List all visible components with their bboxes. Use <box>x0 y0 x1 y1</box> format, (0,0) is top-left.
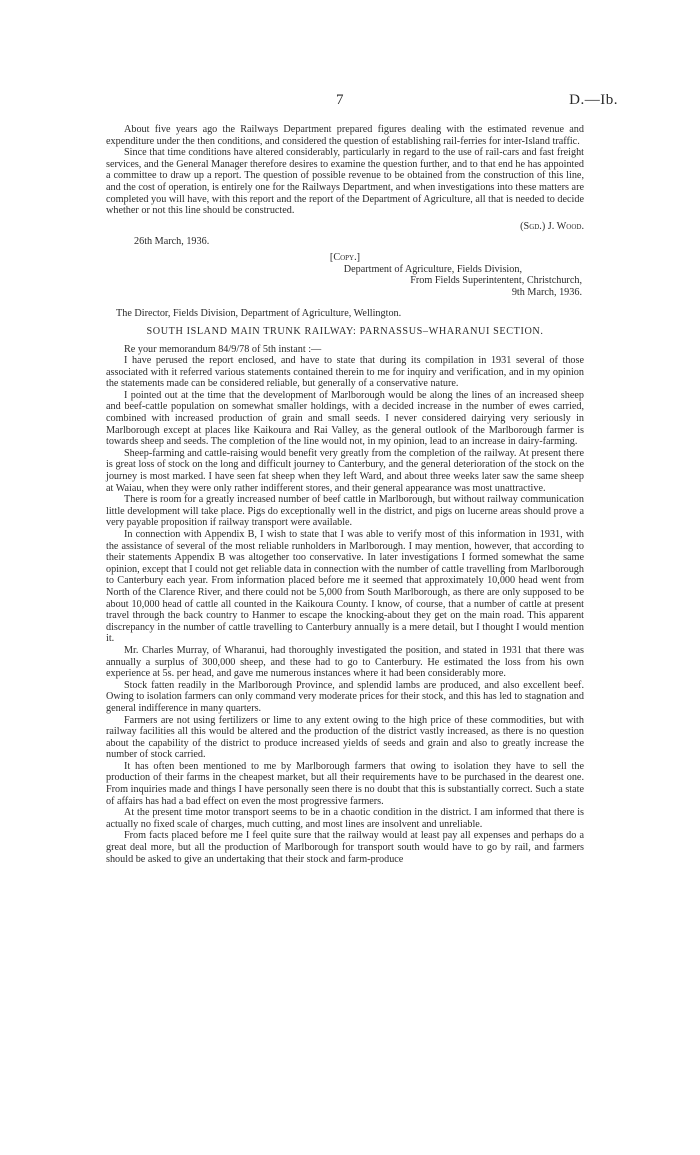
paragraph: Mr. Charles Murray, of Wharanui, had thoroughly investigated the position, and stated in 1931 that there was annually a surplus of 300,000 sheep, and these had to go to Canterbury. He estimated the loss from his own experience at 5s. per head, and gave me numerous instances where it had been considerably more. <box>106 644 584 680</box>
page-number: 7 <box>336 92 344 108</box>
letter-date: 26th March, 1936. <box>134 236 210 248</box>
paragraph: In connection with Appendix B, I wish to state that I was able to verify most of this information in 1931, with the assistance of several of the most reliable runholders in Marlborough. I may mention, however, that according to their statements Appendix B was altogether too conservative. In later investigations I formed somewhat the same opinion, except that I could not get reliable data in connection with the number of cattle travelling from Marlborough to Canterbury each year. From information placed before me it seemed that approximately 10,000 head went from North of the Clarence River, and there could not be 5,000 from South Marlborough, as there are only supposed to be about 10,000 head of cattle all counted in the Kaikoura County. I know, of course, that a number of cattle at present travel through the back country to Hanmer to escape the knocking-about they get on the main road. This apparent discrepancy in the number of cattle travelling to Canterbury annually is a mere detail, but I thought I would mention it. <box>106 529 584 645</box>
addressee: The Director, Fields Division, Department of Agriculture, Wellington. <box>116 308 402 320</box>
paragraph: Sheep-farming and cattle-raising would benefit very greatly from the completion of the railway. At present there is great loss of stock on the long and difficult journey to Canterbury, and the general deterioration of the stock on the journey is most marked. I have seen fat sheep when they left Ward, and about three weeks later saw the same sheep at Waiau, when they were only rather indifferent stores, and their general appearance was most unattractive. <box>106 447 584 494</box>
paragraph: About five years ago the Railways Department prepared figures dealing with the estimated revenue and expenditure under the then conditions, and considered the question of establishing rail-ferries for inter-Island traffic. <box>106 124 584 147</box>
signature: (Sgd.) J. Wood. <box>520 220 584 232</box>
page-header <box>0 92 700 112</box>
sender-line: From Fields Superintentent, Christchurch, <box>410 275 582 287</box>
paragraph: Stock fatten readily in the Marlborough Province, and splendid lambs are produced, and also excellent beef. Owing to isolation farmers can only command very moderate prices for their stock, and this has led to stagnation and general indifference in many quarters. <box>106 679 584 714</box>
document-body <box>106 124 584 865</box>
paragraph: I have perused the report enclosed, and have to state that during its compilation in 1931 several of those associated with it referred various statements contained therein to me for inquiry and verification, and in my opinion the statements made can be considered reliable, but generally of a conservative nature. <box>106 355 584 390</box>
sender-line: Department of Agriculture, Fields Division, <box>343 263 522 275</box>
paragraph: Since that time conditions have altered considerably, particularly in regard to the use of rail-cars and fast freight services, and the General Manager therefore desires to examine the question further, and to that end he has appointed a committee to draw up a report. The question of possible revenue to be obtained from the construction of this line, and the cost of operation, is entirely one for the Railways Department, and when investigations into these matters are completed you will have, with this report and the report of the Department of Agriculture, all that is needed to decide whether or not this line should be constructed. <box>106 147 584 217</box>
paragraph: Farmers are not using fertilizers or lime to any extent owing to the high price of these commodities, but with railway facilities all this would be altered and the production of the district vastly increased, as there is no question about the capability of the district to produce increased yields of seeds and grain and also to greatly increase the number of stock carried. <box>106 714 584 761</box>
sender-date: 9th March, 1936. <box>511 286 582 298</box>
paragraph: I pointed out at the time that the development of Marlborough would be along the lines of an increased sheep and beef-cattle population on somewhat smaller holdings, with a decided increase in the number of ewes carried, combined with increased production of grain and small seeds. I never considered dairying very seriously in Marlborough except at places like Kaikoura and Rai Valley, as the general outlook of the Marlborough farmer is towards sheep and seeds. The completion of the line would not, in my opinion, lead to an increase in dairy-farming. <box>106 389 584 448</box>
paragraph: There is room for a greatly increased number of beef cattle in Marlborough, but without railway communication little development will take place. Pigs do exceptionally well in the district, and pigs on lucerne areas should prove a very payable proposition if railway transport were available. <box>106 494 584 529</box>
document-reference: D.—Ib. <box>569 92 618 108</box>
copy-label: [Copy.] <box>329 251 361 263</box>
reference-line: Re your memorandum 84/9/78 of 5th instant :— <box>124 343 322 355</box>
sender-block <box>106 264 584 299</box>
subject-heading: SOUTH ISLAND MAIN TRUNK RAILWAY: PARNASSUS–WHARANUI SECTION. <box>146 325 544 337</box>
paragraph: It has often been mentioned to me by Marlborough farmers that owing to isolation they have to sell the production of their farms in the cheapest market, but all their requirements have to be purchased in the dearest one. From inquiries made and things I have personally seen there is no doubt that this is substantially correct. Such a state of affairs has had a bad effect on even the most progressive farmers. <box>106 760 584 807</box>
paragraph: At the present time motor transport seems to be in a chaotic condition in the district. I am informed that there is actually no fixed scale of charges, much cutting, and most lines are insolvent and unreliable. <box>106 807 584 830</box>
paragraph: From facts placed before me I feel quite sure that the railway would at least pay all expenses and perhaps do a great deal more, but all the production of Marlborough for transport south would have to go by rail, and farmers should be asked to give an undertaking that their stock and farm-produce <box>106 830 584 865</box>
